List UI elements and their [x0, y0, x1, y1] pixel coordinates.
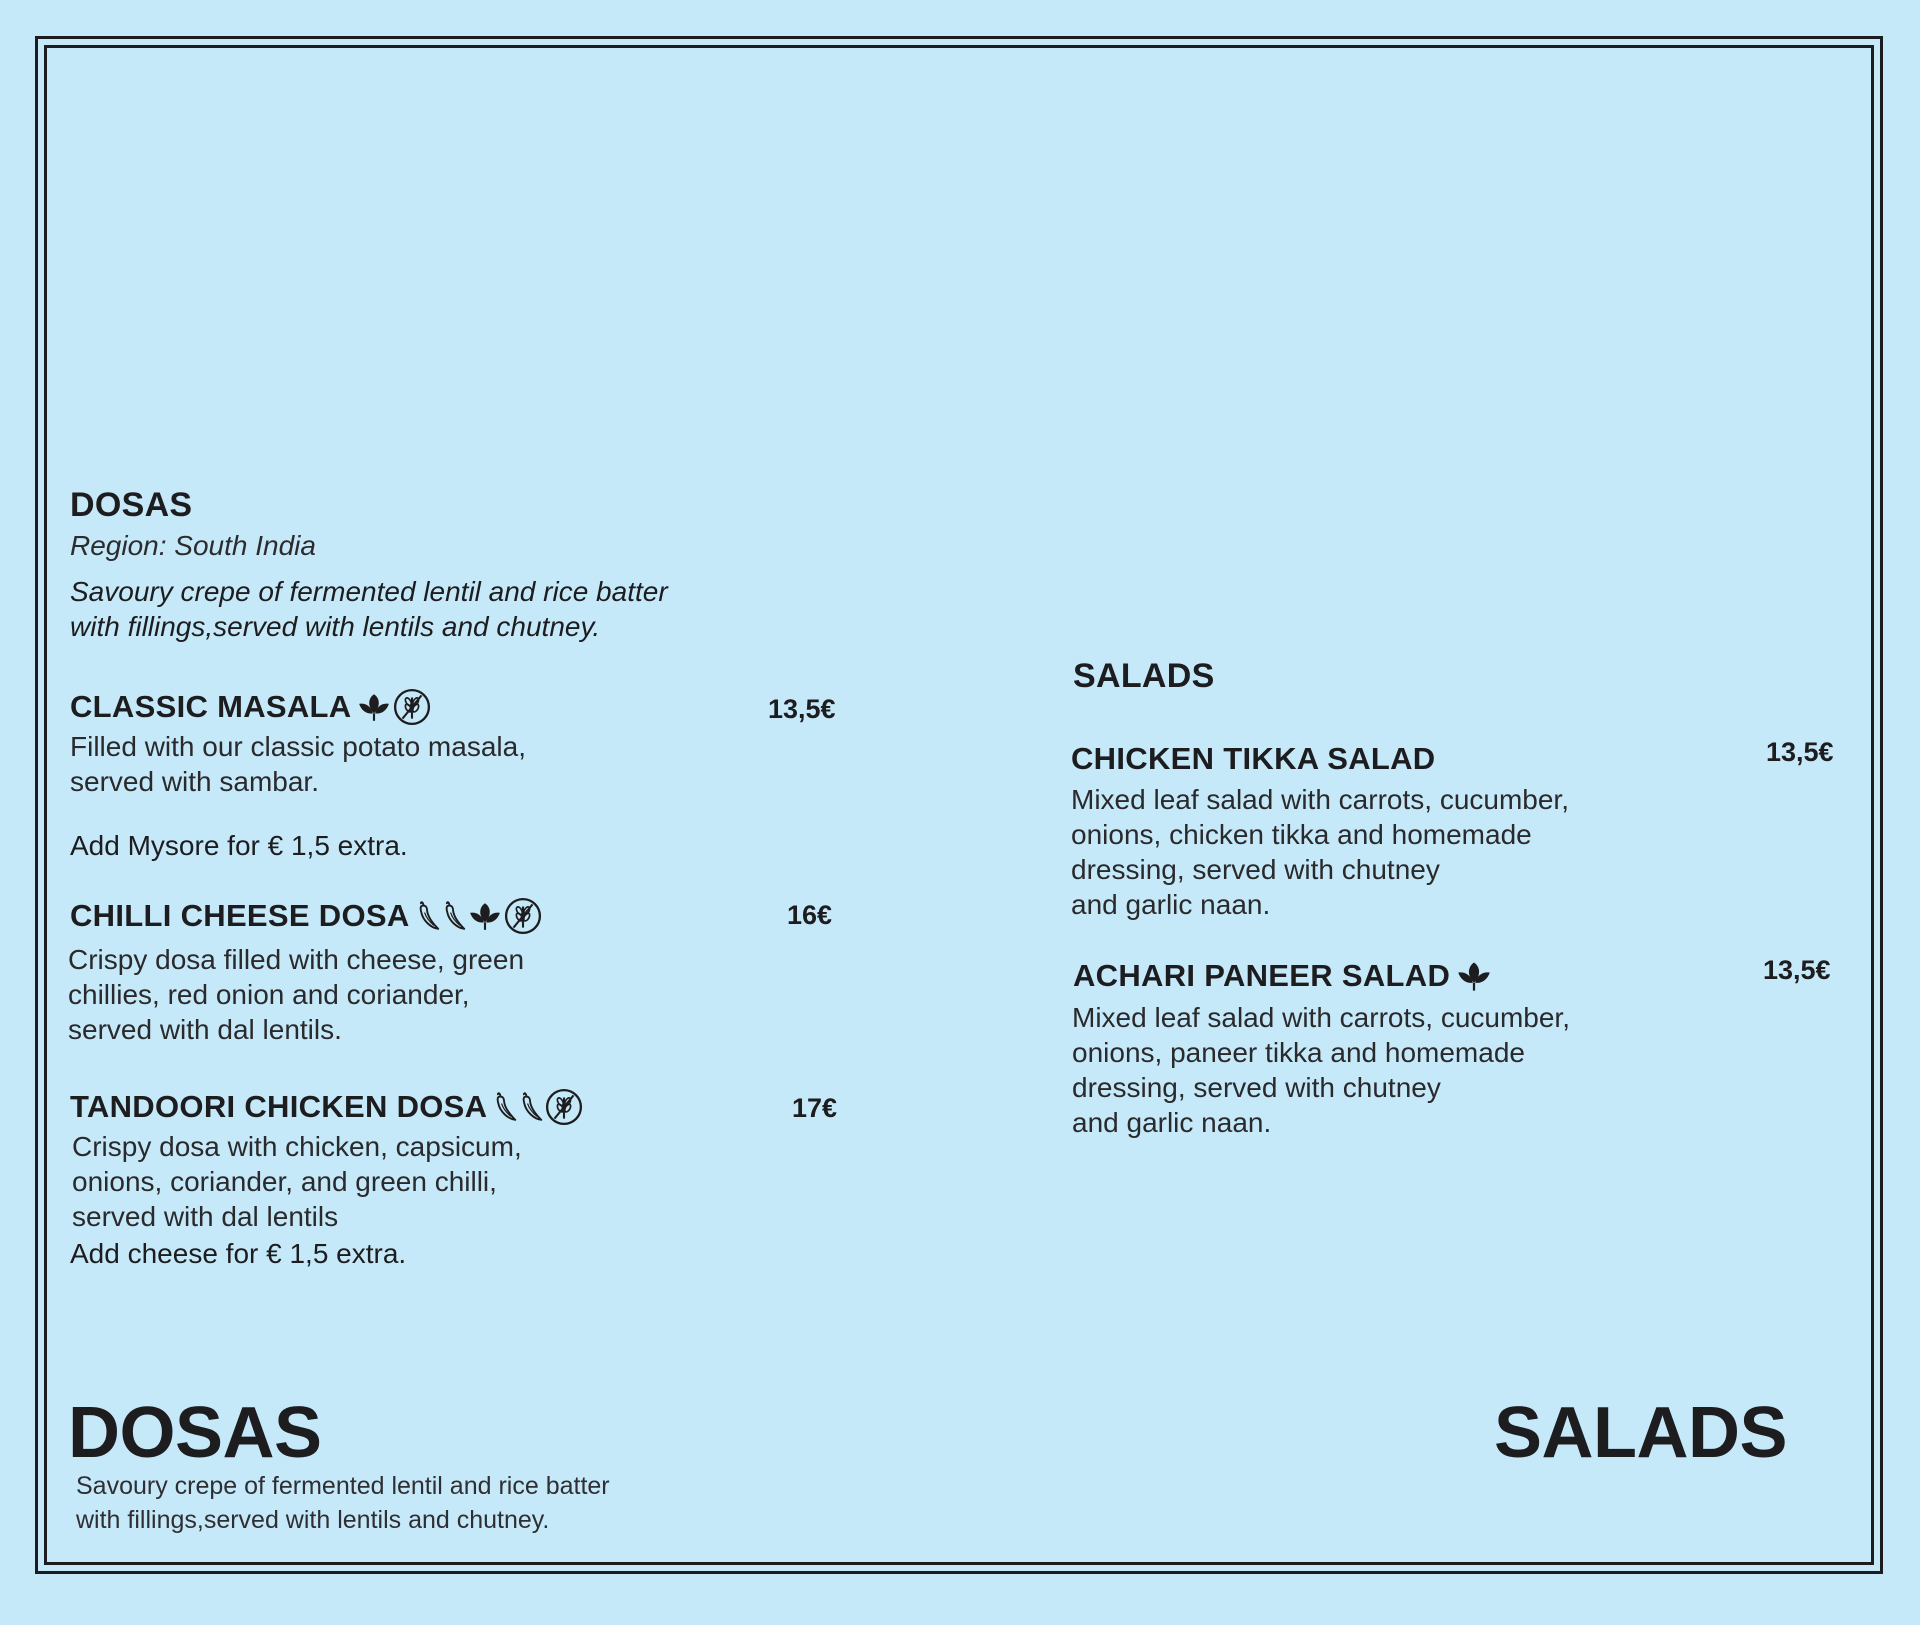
menu-item-description: Crispy dosa with chicken, capsicum, onions, coriander, and green chilli, served with dal lentils — [72, 1131, 522, 1232]
menu-item-price: 13,5€ — [1766, 737, 1834, 767]
footer-dosas-title: DOSAS — [68, 1393, 322, 1473]
leaf-icon — [1456, 958, 1492, 994]
dosas-region: Region: South India — [70, 530, 316, 561]
menu-item-description: Filled with our classic potato masala, served with sambar. — [70, 731, 526, 797]
menu-item-achari-paneer-salad-name — [1073, 958, 1492, 994]
menu-item-price: 13,5€ — [1763, 955, 1831, 985]
menu-inner-border — [44, 45, 1874, 1565]
wheat-icon — [393, 688, 431, 726]
footer-dosas-description: Savoury crepe of fermented lentil and rice batter with fillings,served with lentils and chutney. — [76, 1472, 610, 1534]
menu-item-description: Crispy dosa filled with cheese, green chillies, red onion and coriander, served with dal lentils. — [68, 944, 525, 1045]
menu-item-description: Mixed leaf salad with carrots, cucumber, onions, chicken tikka and homemade dressing, served with chutney and garlic naan. — [1071, 784, 1569, 920]
wheat-icon — [504, 897, 542, 935]
chilli-icon — [442, 899, 466, 933]
menu-item-extra: Add Mysore for € 1,5 extra. — [70, 830, 408, 861]
footer-salads-title: SALADS — [1494, 1393, 1788, 1473]
salads-section-title: SALADS — [1073, 657, 1215, 695]
dosas-section-title: DOSAS — [70, 486, 193, 524]
menu-item-name: ACHARI PANEER SALAD — [1073, 958, 1451, 993]
menu-item-name: TANDOORI CHICKEN DOSA — [70, 1089, 488, 1124]
menu-item-name: CLASSIC MASALA — [70, 689, 352, 724]
chilli-icon — [416, 899, 440, 933]
menu-item-description: Mixed leaf salad with carrots, cucumber, onions, paneer tikka and homemade dressing, served with chutney and garlic naan. — [1072, 1002, 1570, 1138]
menu-item-price: 16€ — [787, 900, 833, 930]
chilli-icon — [519, 1090, 543, 1124]
dosas-description: Savoury crepe of fermented lentil and rice batter with fillings,served with lentils and chutney. — [70, 576, 668, 642]
chilli-icon — [493, 1090, 517, 1124]
menu-item-name: CHICKEN TIKKA SALAD — [1071, 741, 1436, 776]
menu-item-tandoori-chicken-dosa-name — [70, 1088, 583, 1126]
leaf-icon — [357, 690, 391, 724]
menu-item-price: 17€ — [792, 1093, 838, 1123]
menu-item-price: 13,5€ — [768, 694, 836, 724]
menu-item-chilli-cheese-dosa-name — [70, 897, 542, 935]
leaf-icon — [468, 899, 502, 933]
wheat-icon — [545, 1088, 583, 1126]
menu-item-name: CHILLI CHEESE DOSA — [70, 898, 410, 933]
menu-item-chicken-tikka-salad-name — [1071, 741, 1436, 777]
menu-item-extra: Add cheese for € 1,5 extra. — [70, 1238, 407, 1269]
menu-item-classic-masala-name — [70, 688, 431, 726]
